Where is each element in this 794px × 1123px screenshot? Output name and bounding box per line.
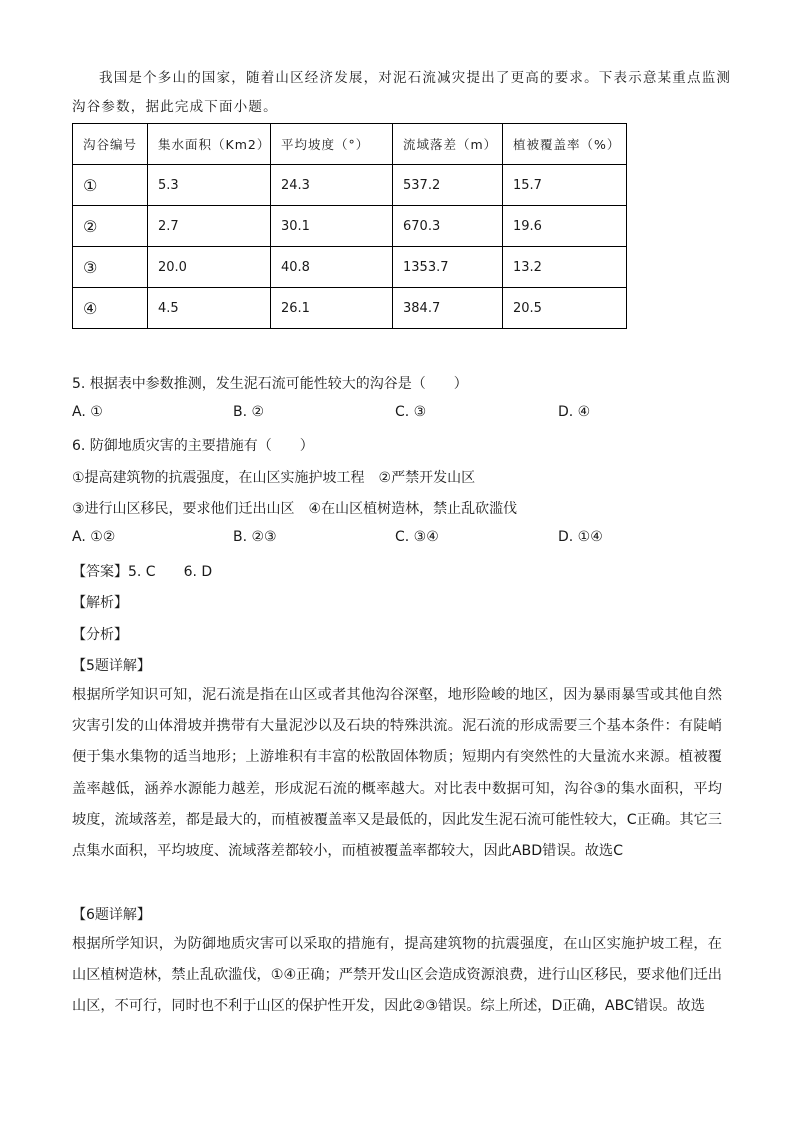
detail-6-label: 【6题详解】 — [72, 907, 151, 923]
detail-5-label: 【5题详解】 — [72, 658, 151, 674]
table-row — [73, 206, 627, 247]
table-cell: 670.3 — [393, 206, 503, 247]
table-cell: 5.3 — [148, 165, 271, 206]
table-cell: 4.5 — [148, 288, 271, 329]
question-6-stem: 6. 防御地质灾害的主要措施有（ ） — [72, 438, 314, 454]
fenxi-label: 【分析】 — [72, 627, 128, 643]
option-c: C. ③④ — [395, 529, 439, 545]
table-row — [73, 288, 627, 329]
question-6-options — [72, 529, 712, 549]
table-cell: 2.7 — [148, 206, 271, 247]
table-header-cell: 沟谷编号 — [73, 124, 148, 165]
table-cell: 19.6 — [503, 206, 627, 247]
option-d: D. ①④ — [558, 529, 603, 545]
question-6-statement-line-2: ③进行山区移民，要求他们迁出山区 ④在山区植树造林，禁止乱砍滥伐 — [72, 501, 518, 517]
table-cell: 13.2 — [503, 247, 627, 288]
table-header-cell: 平均坡度（°） — [271, 124, 393, 165]
option-d: D. ④ — [558, 404, 591, 420]
table-header-cell: 集水面积（Km2） — [148, 124, 271, 165]
table-cell: 20.0 — [148, 247, 271, 288]
table-header-cell: 植被覆盖率（%） — [503, 124, 627, 165]
answer-line — [72, 561, 212, 581]
option-c: C. ③ — [395, 404, 427, 420]
analysis-label: 【解析】 — [72, 595, 128, 611]
table-cell: 384.7 — [393, 288, 503, 329]
gully-parameter-table — [72, 123, 627, 329]
option-b: B. ②③ — [233, 529, 277, 545]
question-5-options — [72, 404, 712, 424]
question-5-stem: 5. 根据表中参数推测，发生泥石流可能性较大的沟谷是（ ） — [72, 376, 468, 392]
table-row — [73, 247, 627, 288]
table-cell: 1353.7 — [393, 247, 503, 288]
detail-6-text: 根据所学知识，为防御地质灾害可以采取的措施有，提高建筑物的抗震强度，在山区实施护坡工程，在山区植树造林，禁止乱砍滥伐，①④正确；严禁开发山区会造成资源浪费，进行山区移民，要求他们迁出山区，不可行，同时也不利于山区的保护性开发，因此②③错误。综上所述，D正确，ABC错误。故选 — [72, 936, 722, 1015]
table-cell: 30.1 — [271, 206, 393, 247]
option-a: A. ① — [72, 404, 103, 420]
table-cell: ③ — [73, 247, 148, 288]
table-header-cell: 流域落差（m） — [393, 124, 503, 165]
table-cell: 537.2 — [393, 165, 503, 206]
table-cell: 40.8 — [271, 247, 393, 288]
table-cell: ④ — [73, 288, 148, 329]
table-cell: 24.3 — [271, 165, 393, 206]
table-header-row — [73, 124, 627, 165]
table-cell: ① — [73, 165, 148, 206]
table-cell: ② — [73, 206, 148, 247]
option-b: B. ② — [233, 404, 265, 420]
intro-paragraph: 我国是个多山的国家，随着山区经济发展，对泥石流减灾提出了更高的要求。下表示意某重点监测沟谷参数，据此完成下面小题。 — [72, 70, 732, 115]
answer-text: 5. C 6. D — [128, 564, 213, 580]
table-cell: 15.7 — [503, 165, 627, 206]
option-a: A. ①② — [72, 529, 116, 545]
table-cell: 20.5 — [503, 288, 627, 329]
detail-5-text: 根据所学知识可知，泥石流是指在山区或者其他沟谷深壑，地形险峻的地区，因为暴雨暴雪或其他自然灾害引发的山体滑坡并携带有大量泥沙以及石块的特殊洪流。泥石流的形成需要三个基本条件：有陡峭便于集水集物的适当地形；上游堆积有丰富的松散固体物质；短期内有突然性的大量流水来源。植被覆盖率越低，涵养水源能力越差，形成泥石流的概率越大。对比表中数据可知，沟谷③的集水面积，平均坡度，流域落差，都是最大的，而植被覆盖率又是最低的，因此发生泥石流可能性较大，C正确。其它三点集水面积，平均坡度、流域落差都较小，而植被覆盖率都较大，因此ABD错误。故选C — [72, 687, 722, 860]
table-row — [73, 165, 627, 206]
table-cell: 26.1 — [271, 288, 393, 329]
answer-label: 【答案】 — [72, 564, 128, 580]
question-6-statement-line-1: ①提高建筑物的抗震强度，在山区实施护坡工程 ②严禁开发山区 — [72, 470, 476, 486]
